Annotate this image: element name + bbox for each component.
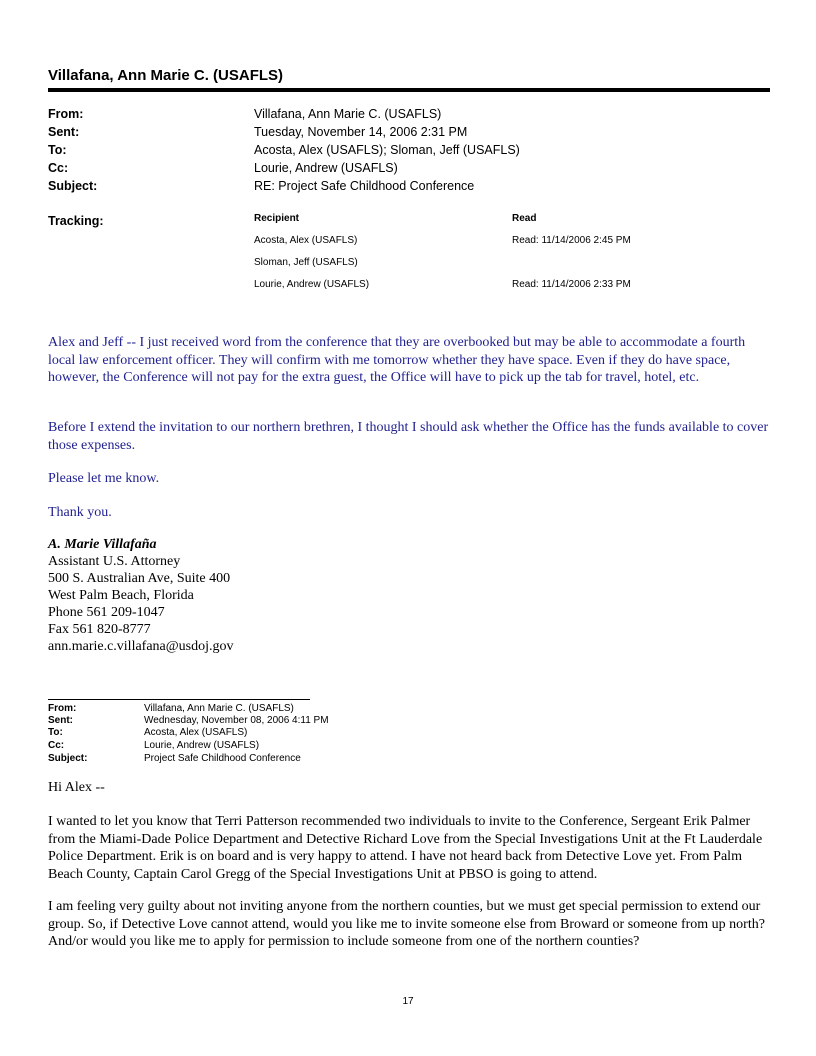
fwd-sent-label: Sent: (48, 715, 73, 726)
fwd-body-paragraph: I wanted to let you know that Terri Patterson recommended two individuals to invite to the Conference, Sergeant Erik Palmer from the Miami-Dade Police Department and Detective Richard Love from the Special Investigations Unit at the Ft Lauderdale Police Department. Erik is on board and is very happy to attend. I have not heard back from Detective Love yet. From Palm Beach County, Captain Carol Gregg of the Special Investigations Unit at PBSO is going to attend. (48, 814, 763, 882)
cc-value: Lourie, Andrew (USAFLS) (254, 161, 398, 175)
signature-city: West Palm Beach, Florida (48, 588, 194, 603)
signature-fax: Fax 561 820-8777 (48, 622, 151, 637)
tracking-recipient: Acosta, Alex (USAFLS) (254, 235, 358, 246)
body-paragraph: Before I extend the invitation to our northern brethren, I thought I should ask whether the Office has the funds available to cover those expenses. (48, 420, 769, 453)
tracking-col-read: Read (512, 213, 537, 224)
sender-title: Villafana, Ann Marie C. (USAFLS) (48, 67, 284, 84)
signature-address: 500 S. Australian Ave, Suite 400 (48, 571, 231, 586)
tracking-read: Read: 11/14/2006 2:33 PM (512, 279, 631, 290)
sent-value: Tuesday, November 14, 2006 2:31 PM (254, 125, 468, 139)
tracking-col-recipient: Recipient (254, 213, 300, 224)
fwd-to-label: To: (48, 727, 63, 738)
body-paragraph: Thank you. (48, 505, 112, 520)
fwd-sent-value: Wednesday, November 08, 2006 4:11 PM (144, 715, 329, 726)
page-number: 17 (402, 996, 414, 1007)
from-label: From: (48, 107, 84, 121)
fwd-from-label: From: (48, 703, 77, 714)
fwd-subject-label: Subject: (48, 753, 88, 764)
subject-value: RE: Project Safe Childhood Conference (254, 179, 475, 193)
signature-name: A. Marie Villafaña (48, 537, 157, 552)
fwd-greeting: Hi Alex -- (48, 780, 105, 795)
to-value: Acosta, Alex (USAFLS); Sloman, Jeff (USAFLS) (254, 143, 520, 157)
tracking-recipient: Sloman, Jeff (USAFLS) (254, 257, 358, 268)
to-label: To: (48, 143, 67, 157)
tracking-read: Read: 11/14/2006 2:45 PM (512, 235, 631, 246)
fwd-subject-value: Project Safe Childhood Conference (144, 753, 301, 764)
tracking-label: Tracking: (48, 214, 104, 228)
fwd-cc-label: Cc: (48, 740, 65, 751)
fwd-to-value: Acosta, Alex (USAFLS) (144, 727, 248, 738)
cc-label: Cc: (48, 161, 69, 175)
body-paragraph: Alex and Jeff -- I just received word from the conference that they are overbooked but may be able to accommodate a fourth local law enforcement officer. They will confirm with me tomorrow whether they have space. Even if they do have space, however, the Conference will not pay for the extra guest, the Office will have to pick up the tab for travel, hotel, etc. (48, 335, 746, 385)
body-paragraph: Please let me know. (48, 471, 160, 486)
fwd-cc-value: Lourie, Andrew (USAFLS) (144, 740, 260, 751)
signature-email: ann.marie.c.villafana@usdoj.gov (48, 639, 234, 654)
tracking-recipient: Lourie, Andrew (USAFLS) (254, 279, 370, 290)
header-divider (48, 88, 770, 92)
subject-label: Subject: (48, 179, 98, 193)
signature-title: Assistant U.S. Attorney (48, 554, 181, 569)
fwd-body-paragraph: I am feeling very guilty about not inviting anyone from the northern counties, but we must get special permission to extend our group. So, if Detective Love cannot attend, would you like me to invite someone else from Broward or someone from up north? And/or would you like me to apply for permission to include someone from one of the northern counties? (48, 899, 765, 949)
forward-divider (48, 699, 310, 700)
sent-label: Sent: (48, 125, 80, 139)
from-value: Villafana, Ann Marie C. (USAFLS) (254, 107, 442, 121)
signature-phone: Phone 561 209-1047 (48, 605, 165, 620)
fwd-from-value: Villafana, Ann Marie C. (USAFLS) (144, 703, 294, 714)
